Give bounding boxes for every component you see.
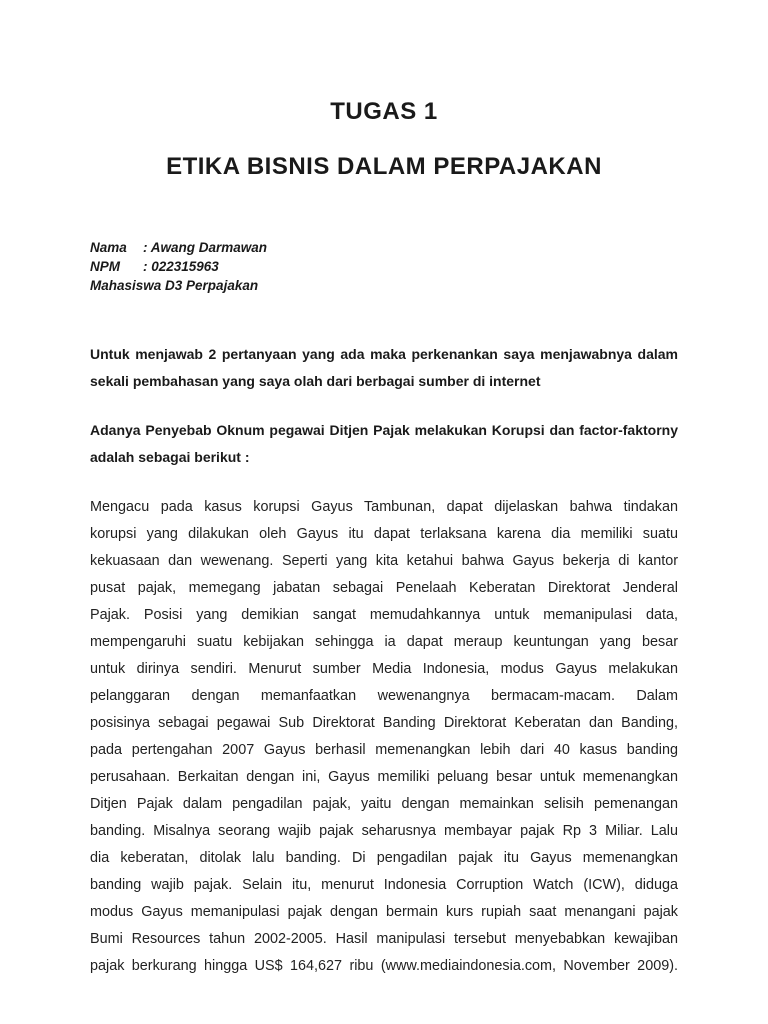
paragraph-line: perusahaan. Berkaitan dengan ini, Gayus memiliki peluang besar untuk memenangkan [90, 769, 678, 785]
name-value: : Awang Darmawan [143, 240, 268, 255]
body-paragraph [90, 494, 678, 980]
paragraph-line: mempengaruhi suatu kebijakan sehingga ia dapat meraup keuntungan yang besar [90, 634, 678, 650]
section-heading: Adanya Penyebab Oknum pegawai Ditjen Pajak melakukan Korupsi dan factor-faktorny adalah sebagai berikut : [90, 422, 678, 465]
npm-label: NPM [90, 259, 120, 274]
paragraph-line: Ditjen Pajak dalam pengadilan pajak, yaitu dengan memainkan selisih pemenangan [90, 796, 678, 812]
paragraph-line: Mengacu pada kasus korupsi Gayus Tambunan, dapat dijelaskan bahwa tindakan [90, 499, 678, 515]
paragraph-line: kekuasaan dan wewenang. Seperti yang kita ketahui bahwa Gayus bekerja di kantor [90, 553, 678, 569]
document-subtitle: ETIKA BISNIS DALAM PERPAJAKAN [166, 153, 602, 180]
name-row [90, 238, 267, 257]
paragraph-line: pajak berkurang hingga US$ 164,627 ribu (www.mediaindonesia.com, November 2009). [90, 958, 678, 974]
paragraph-line: pada pertengahan 2007 Gayus berhasil memenangkan lebih dari 40 kasus banding [90, 742, 678, 758]
intro-paragraph: Untuk menjawab 2 pertanyaan yang ada maka perkenankan saya menjawabnya dalam sekali pembahasan yang saya olah dari berbagai sumber di internet [90, 346, 678, 389]
name-label: Nama [90, 240, 127, 255]
paragraph-line: modus Gayus memanipulasi pajak dengan bermain kurs rupiah saat menangani pajak [90, 904, 678, 920]
paragraph-line: banding wajib pajak. Selain itu, menurut Indonesia Corruption Watch (ICW), diduga [90, 877, 678, 893]
paragraph-line: pelanggaran dengan memanfaatkan wewenangnya bermacam-macam. Dalam [90, 688, 678, 704]
author-info [90, 238, 267, 295]
program-value: Mahasiswa D3 Perpajakan [90, 278, 259, 293]
paragraph-line: banding. Misalnya seorang wajib pajak seharusnya membayar pajak Rp 3 Miliar. Lalu [90, 823, 678, 839]
paragraph-line: Bumi Resources tahun 2002-2005. Hasil manipulasi tersebut menyebabkan kewajiban [90, 931, 678, 947]
document-title: TUGAS 1 [330, 98, 438, 125]
npm-row [90, 257, 267, 276]
paragraph-line: untuk dirinya sendiri. Menurut sumber Media Indonesia, modus Gayus melakukan [90, 661, 678, 677]
paragraph-line: pusat pajak, memegang jabatan sebagai Penelaah Keberatan Direktorat Jenderal [90, 580, 678, 596]
paragraph-line: korupsi yang dilakukan oleh Gayus itu dapat terlaksana karena dia memiliki suatu [90, 526, 678, 542]
program-row [90, 276, 267, 295]
paragraph-line: Pajak. Posisi yang demikian sangat memudahkannya untuk memanipulasi data, [90, 607, 678, 623]
npm-value: : 022315963 [143, 259, 219, 274]
paragraph-line: posisinya sebagai pegawai Sub Direktorat Banding Direktorat Keberatan dan Banding, [90, 715, 678, 731]
paragraph-line: dia keberatan, ditolak lalu banding. Di pengadilan pajak itu Gayus memenangkan [90, 850, 678, 866]
